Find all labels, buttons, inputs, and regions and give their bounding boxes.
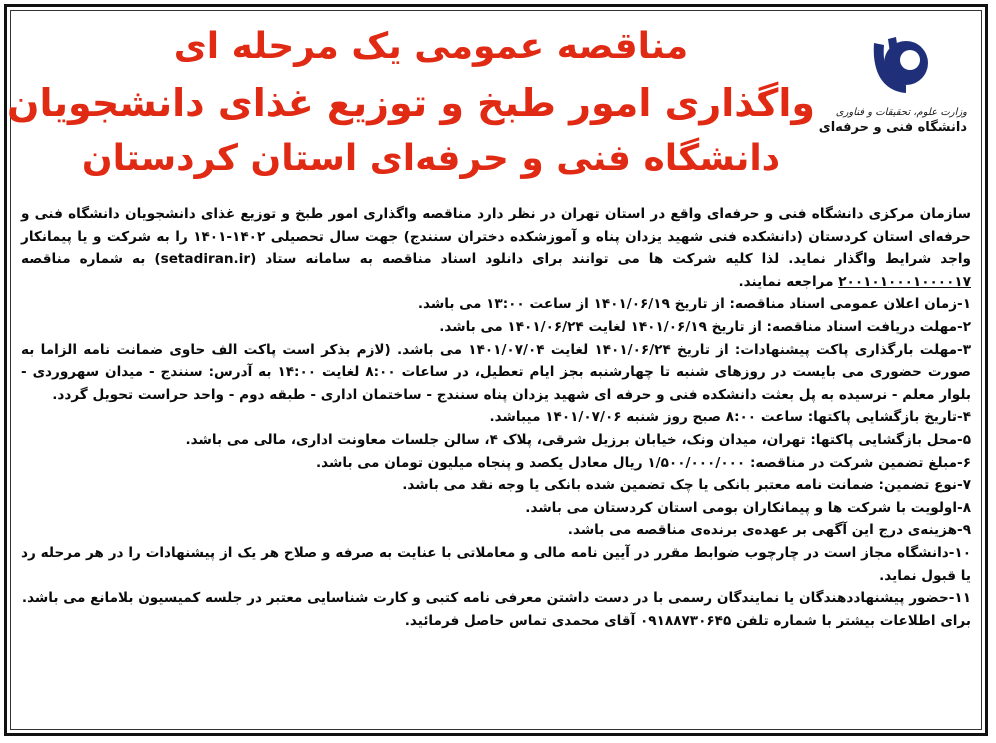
item-10: ۱۰-دانشگاه مجاز است در چارچوب ضوابط مقرر در آیین نامه مالی و معاملاتی با عنایت به صرفه و صلاح هر یک از پیشنهادات را در هر مرحله رد یا قبول نماید. [21, 544, 971, 584]
item-6: ۶-مبلغ تضمین شرکت در مناقصه: ۱/۵۰۰/۰۰۰/۰۰۰ ریال معادل یکصد و پنجاه میلیون تومان می باشد. [315, 454, 971, 471]
item-2: ۲-مهلت دریافت اسناد مناقصه: از تاریخ ۱۴۰۱/۰۶/۱۹ لغایت ۱۴۰۱/۰۶/۲۴ می باشد. [439, 318, 971, 335]
ad-frame [4, 4, 988, 736]
title-line-2: واگذاری امور طبخ و توزیع غذای دانشجویان [7, 81, 815, 125]
item-9: ۹-هزینه‌ی درج این آگهی بر عهده‌ی برنده‌ی مناقصه می باشد. [567, 522, 971, 539]
intro-closing: مراجعه نمایند. [738, 273, 834, 290]
title-line-1: مناقصه عمومی یک مرحله ای [173, 26, 689, 67]
ministry-name: وزارت علوم، تحقیقات و فناوری [835, 107, 967, 118]
item-1: ۱-زمان اعلان عمومی اسناد مناقصه: از تاریخ ۱۴۰۱/۰۶/۱۹ از ساعت ۱۳:۰۰ می باشد. [417, 296, 971, 313]
item-3: ۳-مهلت بارگذاری پاکت پیشنهادات: از تاریخ ۱۴۰۱/۰۶/۲۴ لغایت ۱۴۰۱/۰۷/۰۴ می باشد. (لازم بذکر است پاکت الف حاوی ضمانت نامه الزاما به صورت حضوری می بایست در روزهای شنبه تا چهارشنبه بجز ایام تعطیل، در ساعات ۸:۰۰ لغایت ۱۴:۰۰ به آدرس: سنندج - میدان سهروردی - بلوار معلم - نرسیده به پل بعثت دانشکده فنی و حرفه ای شهید یزدان پناه سنندج - ساختمان اداری - طبقه دوم - واحد حراست تحویل گردد. [21, 341, 972, 403]
item-8: ۸-اولویت با شرکت ها و پیمانکاران بومی استان کردستان می باشد. [525, 499, 971, 516]
contact-line: برای اطلاعات بیشتر با شماره تلفن ۰۹۱۸۸۷۳۰۶۴۵ آقای محمدی تماس حاصل فرمائید. [404, 612, 971, 629]
item-4: ۴-تاریخ بازگشایی پاکتها: ساعت ۸:۰۰ صبح روز شنبه ۱۴۰۱/۰۷/۰۶ میباشد. [489, 409, 971, 426]
university-name: دانشگاه فنی و حرفه‌ای [818, 120, 967, 135]
item-11: ۱۱-حضور پیشنهاددهندگان یا نمایندگان رسمی با در دست داشتن معرفی نامه کتبی و کارت شناسایی معتبر در جلسه کمیسیون بلامانع می باشد. [21, 590, 971, 607]
item-7: ۷-نوع تضمین: ضمانت نامه معتبر بانکی یا چک تضمین شده بانکی یا وجه نقد می باشد. [402, 477, 971, 494]
intro-paragraph [21, 203, 971, 293]
ad-title-block [7, 19, 815, 187]
university-logo [818, 33, 967, 135]
title-line-3: دانشگاه فنی و حرفه‌ای استان کردستان [81, 138, 781, 179]
intro-text: سازمان مرکزی دانشگاه فنی و حرفه‌ای واقع در استان تهران در نظر دارد مناقصه واگذاری امور طبخ و توزیع غذای دانشجویان دانشگاه فنی و حرفه‌ای استان کردستان (دانشکده فنی شهید یزدان پناه و آموزشکده دختران سنندج) جهت سال تحصیلی ۱۴۰۲-۱۴۰۱ را به شرکت و یا پیمانکار واجد شرایط واگذار نماید. لذا کلیه شرکت ها می توانند برای دانلود اسناد مناقصه به سامانه ستاد (setadiran.ir) به شماره مناقصه [21, 206, 971, 268]
tender-number: ۲۰۰۱۰۱۰۰۰۱۰۰۰۰۱۷ [838, 273, 971, 290]
ad-body [21, 203, 971, 632]
item-5: ۵-محل بازگشایی پاکتها: تهران، میدان ونک، خیابان برزیل شرقی، پلاک ۴، سالن جلسات معاونت اداری، مالی می باشد. [185, 431, 971, 448]
university-emblem-icon [868, 33, 936, 103]
